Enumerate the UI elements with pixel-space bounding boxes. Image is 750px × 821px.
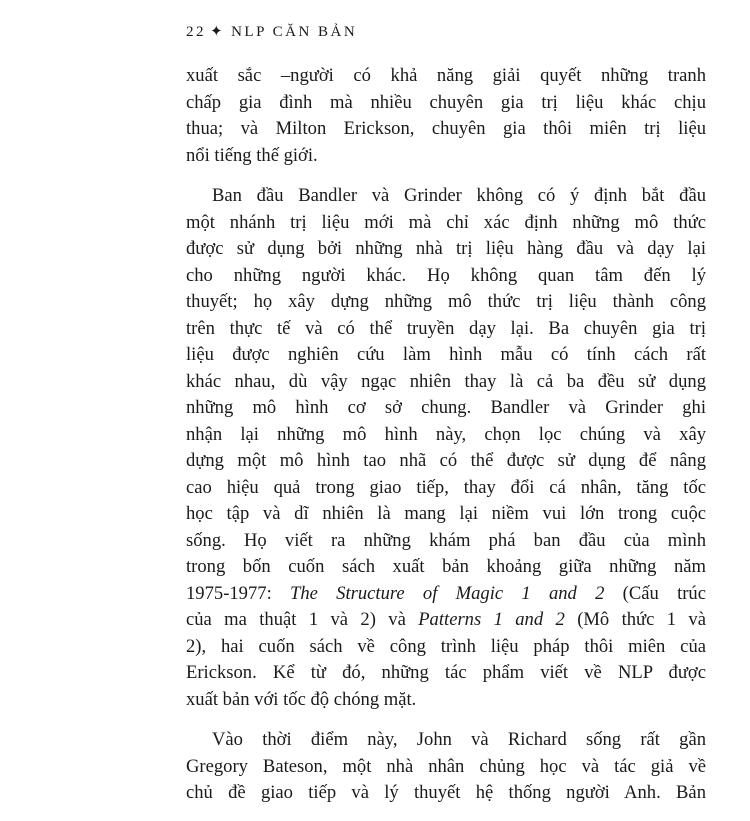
text-line: trên thực tế và có thể truyền dạy lại. Ba chuyên gia trị bbox=[186, 317, 706, 339]
text-line-with-title bbox=[186, 581, 706, 608]
book-title-italic: The Structure of Magic 1 and 2 bbox=[290, 582, 605, 604]
text-line: Erickson. Kể từ đó, những tác phẩm viết về NLP được bbox=[186, 662, 706, 683]
text-segment: 1975-1977: bbox=[186, 582, 290, 604]
book-title-italic: Patterns 1 and 2 bbox=[418, 609, 565, 630]
text-line: liệu được nghiên cứu làm hình mẫu có tính cách rất bbox=[186, 344, 706, 365]
paragraph-1 bbox=[186, 63, 706, 169]
text-line: xuất bản với tốc độ chóng mặt. bbox=[186, 688, 417, 710]
text-line: cao hiệu quả trong giao tiếp, thay đổi cá nhân, tăng tốc bbox=[186, 476, 706, 498]
body-text bbox=[186, 63, 706, 821]
text-line: cho những người khác. Họ không quan tâm đến lý bbox=[186, 264, 706, 286]
text-line: chủ đề giao tiếp và lý thuyết hệ thống người Anh. Bản bbox=[186, 782, 706, 803]
text-line: thuyết; họ xây dựng những mô thức trị liệu thành công bbox=[186, 291, 706, 312]
text-line-with-title bbox=[186, 607, 706, 634]
text-line: nhận lại những mô hình này, chọn lọc chúng và xây bbox=[186, 423, 706, 445]
text-line: 2), hai cuốn sách về công trình liệu pháp thôi miên của bbox=[186, 635, 706, 657]
separator-ornament: ✦ bbox=[210, 24, 226, 40]
running-head bbox=[186, 22, 357, 41]
text-line: trong bốn cuốn sách xuất bản khoảng giữa những năm bbox=[186, 556, 706, 577]
book-title: NLP CĂN BẢN bbox=[231, 24, 358, 40]
text-line: một nhánh trị liệu mới mà chỉ xác định những mô thức bbox=[186, 211, 706, 233]
text-line: những mô hình cơ sở chung. Bandler và Grinder ghi bbox=[186, 397, 706, 418]
text-segment: (Mô thức 1 và bbox=[564, 609, 706, 630]
paragraph-2 bbox=[186, 183, 706, 713]
text-segment: của ma thuật 1 và 2) và bbox=[186, 609, 419, 630]
text-line: khác nhau, dù vậy ngạc nhiên thay là cả ba đều sử dụng bbox=[186, 370, 706, 392]
text-line: thua; và Milton Erickson, chuyên gia thôi miên trị liệu bbox=[186, 118, 706, 139]
text-line: chấp gia đình mà nhiều chuyên gia trị liệu khác chịu bbox=[186, 91, 706, 113]
text-segment: (Cấu trúc bbox=[604, 582, 706, 604]
text-line: Ban đầu Bandler và Grinder không có ý định bắt đầu bbox=[212, 185, 706, 206]
text-line: nổi tiếng thế giới. bbox=[186, 144, 318, 166]
text-line: dựng một mô hình tao nhã có thể được sử dụng để nâng bbox=[186, 450, 706, 471]
text-line: xuất sắc –người có khả năng giải quyết những tranh bbox=[186, 65, 706, 86]
page-number: 22 bbox=[186, 24, 206, 40]
text-line: sống. Họ viết ra những khám phá ban đầu của mình bbox=[186, 529, 706, 551]
text-line: học tập và dĩ nhiên là mang lại niềm vui lớn trong cuộc bbox=[186, 503, 706, 524]
text-line: Vào thời điểm này, John và Richard sống rất gần bbox=[212, 729, 706, 750]
text-line: được sử dụng bởi những nhà trị liệu hàng đầu và dạy lại bbox=[186, 238, 706, 259]
paragraph-3 bbox=[186, 727, 706, 807]
text-line: Gregory Bateson, một nhà nhân chủng học và tác giả về bbox=[186, 755, 706, 777]
